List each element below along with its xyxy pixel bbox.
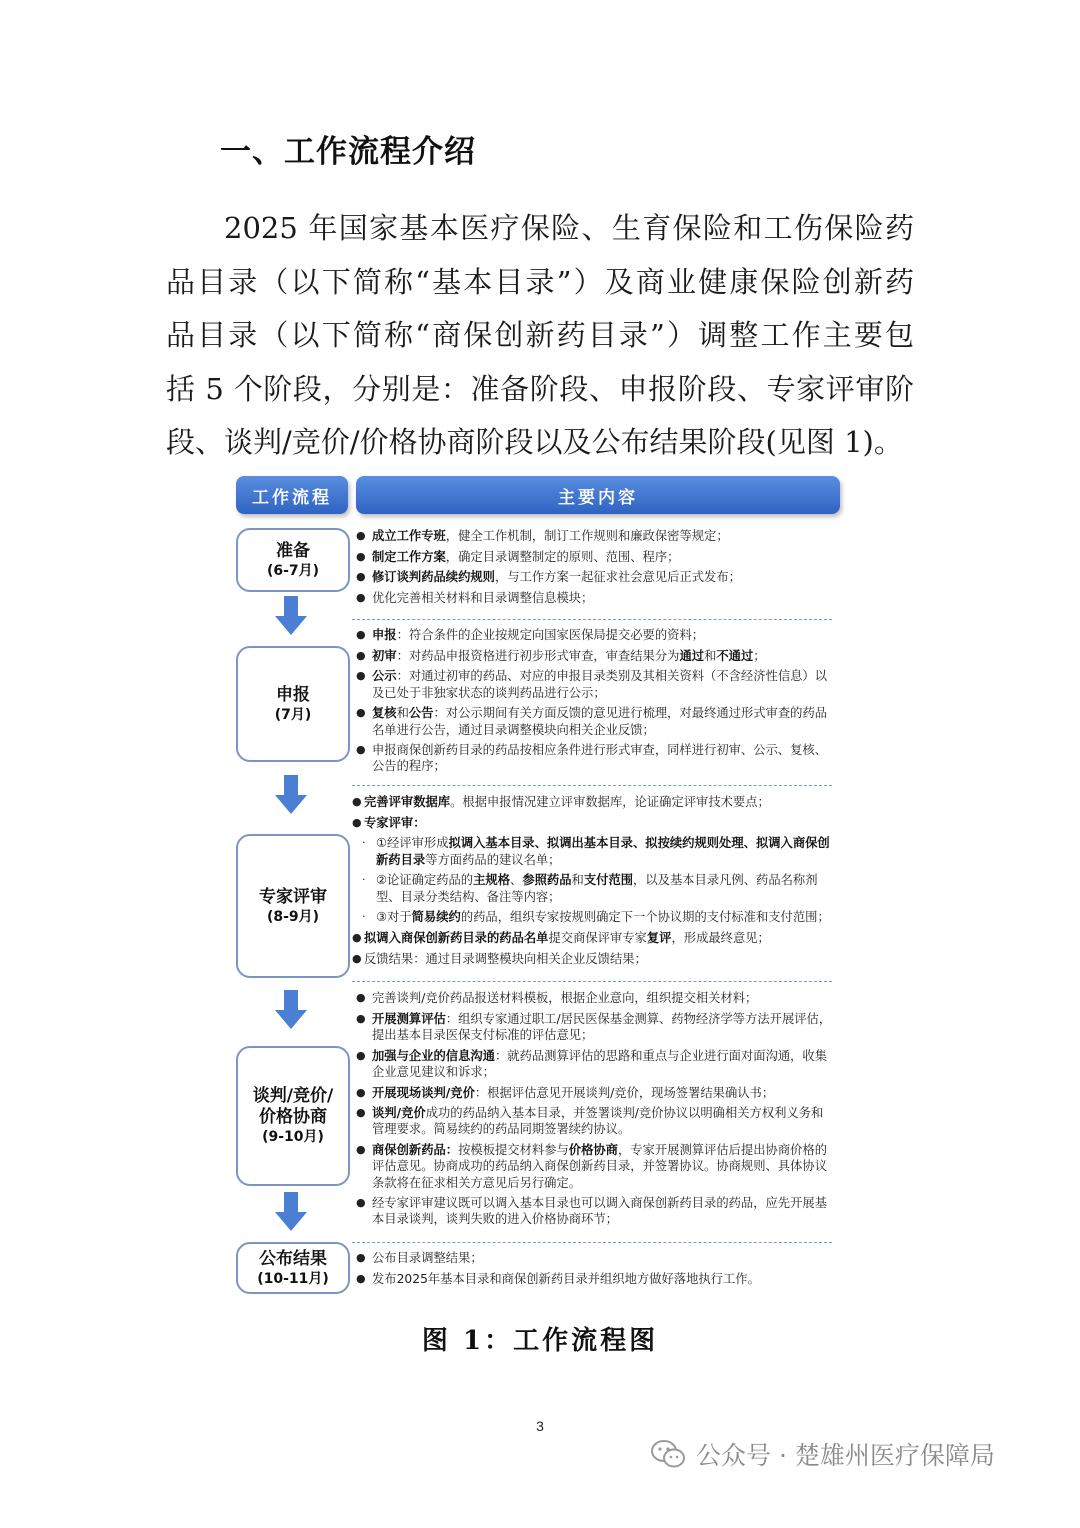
text: 、	[510, 873, 523, 888]
paragraph-line: 品目录（以下简称“商保创新药目录”）调整工作主要包	[166, 318, 914, 352]
text: 发布2025年基本目录和商保创新药目录并组织地方做好落地执行工作。	[372, 1271, 760, 1286]
stage-name: 专家评审	[259, 886, 327, 907]
bold-text: 公告	[408, 706, 434, 721]
content-item	[352, 1250, 834, 1266]
content-item	[352, 835, 834, 867]
intro-paragraph	[166, 202, 914, 470]
bold-text: 拟调入商保创新药目录的药品名单	[364, 930, 549, 945]
bullet-icon: ●	[356, 1048, 366, 1062]
bullet-icon: ●	[356, 669, 366, 683]
text: 公布目录调整结果；	[372, 1251, 483, 1265]
bullet-icon: ·	[362, 836, 366, 850]
text: ：对公示期间有关方面反馈的意见进行梳理，对最终通过形式审查的药品名单进行公告，通过目录调整模块向相关企业反馈；	[372, 706, 828, 737]
text: 经专家评审建议既可以调入基本目录也可以调入商保创新药目录的药品，应先开展基本目录谈判，谈判失败的进入价格协商环节；	[372, 1196, 827, 1227]
content-item	[352, 1105, 834, 1137]
bold-text: 复核	[372, 706, 397, 721]
bullet-icon: ●	[356, 1251, 366, 1264]
text: ：对通过初审的药品、对应的申报目录类别及其相关资料（不含经济性信息）以及已处于非独家状态的谈判药品进行公示；	[372, 669, 828, 700]
content-item	[352, 549, 834, 565]
text: 反馈结果：通过目录调整模块向相关企业反馈结果；	[364, 951, 647, 966]
bold-text: 主规格	[473, 873, 511, 888]
bold-text: 不通过	[716, 648, 754, 663]
stage-name: 谈判/竞价/价格协商	[252, 1086, 334, 1127]
bullet-icon: ●	[356, 648, 366, 662]
text: 成功的药品纳入基本目录，并签署谈判/竞价协议以明确相关方权利义务和管理要求。简易续约的药品同期签署续约协议。	[372, 1106, 824, 1137]
stage-content	[352, 528, 834, 611]
stage-period: (10-11月)	[257, 1270, 329, 1287]
text: 和	[396, 706, 409, 721]
bullet-icon: ●	[356, 1106, 366, 1120]
text: 和	[704, 648, 717, 663]
text: ：根据评估意见开展谈判/竞价，现场签署结果确认书；	[474, 1085, 775, 1100]
dashed-divider	[352, 981, 832, 982]
bold-text: 支付范围	[583, 873, 634, 888]
text: ①经评审形成	[376, 836, 449, 851]
content-item	[352, 569, 834, 585]
bullet-icon: ●	[352, 930, 362, 944]
bold-text: 专家评审：	[364, 815, 426, 830]
stage-box-negotiate	[236, 1046, 350, 1186]
text: 的药品，组织专家按规则确定下一个协议期的支付标准和支付范围；	[460, 910, 830, 925]
bold-text: 通过	[679, 648, 705, 663]
bold-text: 参照药品	[522, 873, 572, 888]
down-arrow-icon	[274, 1192, 308, 1232]
section-heading: 一、工作流程介绍	[220, 134, 476, 170]
text: 。根据申报情况建立评审数据库，论证确定评审技术要点；	[450, 795, 770, 809]
text: ：就药品测算评估的思路和重点与企业进行面对面沟通，收集企业意见建议和诉求；	[372, 1048, 828, 1079]
dashed-divider	[352, 1242, 832, 1243]
watermark	[650, 1436, 995, 1472]
bullet-icon: ●	[356, 591, 366, 605]
bullet-icon: ●	[356, 1196, 366, 1210]
bold-text: 制定工作方案	[372, 549, 446, 564]
text: ②论证确定药品的	[376, 873, 474, 888]
bold-text: 谈判/竞价	[372, 1106, 426, 1121]
bold-text: 申报	[372, 628, 397, 642]
text: ：符合条件的企业按规定向国家医保局提交必要的资料；	[396, 628, 705, 642]
bold-text: 公示	[372, 669, 397, 684]
bullet-icon: ●	[356, 1011, 366, 1025]
bold-text: 复评	[646, 930, 672, 945]
dashed-divider	[352, 785, 832, 786]
text: ，形成最终意见；	[671, 930, 770, 945]
wechat-icon	[650, 1439, 686, 1469]
content-item	[352, 909, 834, 925]
content-item	[352, 590, 834, 606]
stage-content	[352, 794, 834, 971]
paragraph-line: 品目录（以下简称“基本目录”）及商业健康保险创新药	[166, 264, 914, 299]
bullet-icon: ●	[352, 795, 362, 808]
content-item	[352, 872, 834, 904]
content-item	[352, 990, 834, 1006]
stage-name: 公布结果	[259, 1248, 327, 1269]
stage-box-apply	[236, 646, 350, 762]
bullet-icon: ●	[356, 570, 366, 584]
text: ，以及基本目录凡例、药品名称剂型、目录分类结构、备注等内容；	[376, 873, 818, 904]
stage-period: (7月)	[274, 706, 312, 723]
header-workflow: 工作流程	[236, 476, 348, 514]
text: 完善谈判/竞价药品报送材料模板，根据企业意向，组织提交相关材料；	[372, 991, 758, 1005]
stage-content	[352, 627, 834, 779]
bullet-icon: ●	[352, 951, 362, 965]
bold-text: 加强与企业的信息沟通	[372, 1048, 495, 1063]
stage-box-review	[236, 834, 350, 978]
stage-box-publish	[236, 1242, 350, 1294]
bullet-icon: ●	[356, 706, 366, 720]
content-item	[352, 1142, 834, 1191]
bullet-icon: ●	[356, 743, 366, 757]
text: ；	[753, 648, 766, 663]
stage-period: (9-10月)	[262, 1129, 324, 1145]
bullet-icon: ●	[356, 529, 366, 542]
page-number: 3	[536, 1418, 544, 1434]
content-item	[352, 794, 834, 810]
stage-content	[352, 990, 834, 1232]
paragraph-line: 括 5 个阶段，分别是：准备阶段、申报阶段、专家评审阶	[166, 371, 914, 406]
content-item	[352, 1085, 834, 1101]
bold-text: 商保创新药品：	[372, 1143, 459, 1158]
content-item	[352, 1048, 834, 1080]
bullet-icon: ●	[356, 549, 366, 563]
content-item	[352, 705, 834, 737]
text: ③对于	[376, 910, 412, 925]
bullet-icon: ·	[362, 910, 366, 924]
content-item	[352, 742, 834, 774]
figure-caption: 图 1：工作流程图	[421, 1326, 659, 1356]
bold-text: 开展现场谈判/竞价	[372, 1085, 475, 1100]
bold-text: 价格协商	[568, 1143, 618, 1158]
bullet-icon: ●	[352, 815, 362, 829]
content-item	[352, 930, 834, 946]
down-arrow-icon	[274, 990, 308, 1030]
text: ，确定目录调整制定的原则、范围、程序；	[445, 549, 680, 564]
stage-period: (6-7月)	[266, 562, 320, 579]
content-item	[352, 627, 834, 643]
content-item	[352, 1011, 834, 1043]
text: ，专家开展测算评估后提出协商价格的评估意见。协商成功的药品纳入商保创新药目录，并签署协议。协商规则、具体协议条款将在征求相关方意见后另行确定。	[372, 1143, 828, 1190]
content-item	[352, 815, 834, 831]
content-item	[352, 668, 834, 700]
text: ：对药品申报资格进行初步形式审查，审查结果分为	[396, 648, 680, 663]
workflow-figure	[232, 472, 842, 1302]
stage-name: 申报	[276, 684, 310, 705]
text: 按模板提交材料参与	[458, 1143, 569, 1158]
bold-text: 完善评审数据库	[364, 795, 451, 809]
down-arrow-icon	[274, 596, 308, 636]
content-item	[352, 648, 834, 664]
text: 等方面药品的建议名单；	[425, 852, 561, 867]
down-arrow-icon	[274, 775, 308, 815]
stage-name: 准备	[276, 540, 310, 561]
bullet-icon: ●	[356, 1271, 366, 1285]
stage-period: (8-9月)	[266, 908, 320, 925]
content-item	[352, 951, 834, 967]
bold-text: 修订谈判药品续约规则	[372, 570, 495, 585]
bold-text: 开展测算评估	[372, 1011, 446, 1026]
stage-box-prepare	[236, 528, 350, 592]
bullet-icon: ●	[356, 1085, 366, 1099]
text: 优化完善相关材料和目录调整信息模块；	[372, 591, 594, 606]
bullet-icon: ·	[362, 873, 366, 887]
watermark-text: 公众号 · 楚雄州医疗保障局	[696, 1441, 995, 1470]
dashed-divider	[352, 619, 832, 620]
paragraph-line: 2025 年国家基本医疗保险、生育保险和工伤保险药	[224, 211, 914, 245]
stage-content	[352, 1250, 834, 1291]
bullet-icon: ●	[356, 1143, 366, 1157]
content-item	[352, 1195, 834, 1227]
bold-text: 简易续约	[411, 910, 461, 925]
paragraph-line: 段、谈判/竞价/价格协商阶段以及公布结果阶段(见图 1)。	[166, 425, 903, 459]
bullet-icon: ●	[356, 628, 366, 641]
content-item	[352, 1271, 834, 1287]
text: 申报商保创新药目录的药品按相应条件进行形式审查，同样进行初审、公示、复核、公告的程序；	[372, 743, 827, 774]
bold-text: 初审	[372, 648, 397, 663]
bullet-icon: ●	[356, 991, 366, 1004]
text: ：组织专家通过职工/居民医保基金测算、药物经济学等方法开展评估，提出基本目录医保支付标准的评估意见；	[372, 1011, 832, 1042]
text: 和	[571, 873, 584, 888]
bold-text: 成立工作专班	[372, 529, 446, 543]
text: ，健全工作机制，制订工作规则和廉政保密等规定；	[445, 529, 729, 543]
text: 提交商保评审专家	[548, 930, 647, 945]
header-main-content: 主要内容	[356, 476, 840, 514]
content-item	[352, 528, 834, 544]
bold-text: 拟调入基本目录、拟调出基本目录、拟按续约规则处理、拟调入商保创新药目录	[376, 836, 830, 867]
text: ，与工作方案一起征求社会意见后正式发布；	[494, 570, 741, 585]
